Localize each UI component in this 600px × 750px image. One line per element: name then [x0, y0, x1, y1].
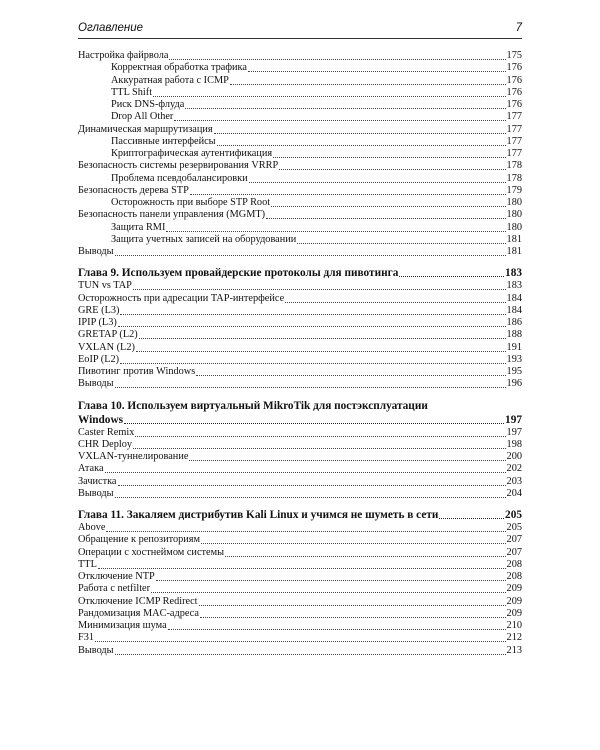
toc-entry-page: 195 [506, 366, 522, 377]
toc-entry[interactable] [78, 571, 522, 583]
leader-dots [273, 148, 505, 158]
header-title: Оглавление [78, 22, 143, 34]
toc-entry-label: Безопасность системы резервирования VRRP [78, 160, 279, 172]
leader-dots [115, 378, 506, 388]
toc-entry-label: Выводы [78, 246, 114, 257]
chapter-11 [78, 508, 522, 522]
toc-entry[interactable] [78, 620, 522, 632]
leader-dots [266, 209, 505, 219]
toc-entry[interactable] [78, 87, 522, 99]
leader-dots [115, 488, 506, 498]
leader-dots [279, 160, 505, 170]
chapter-10-items [78, 427, 522, 501]
toc-entry-page: 186 [506, 317, 522, 328]
toc-entry-page: 180 [506, 221, 522, 233]
leader-dots [225, 547, 506, 557]
leader-dots [124, 413, 504, 424]
leader-dots [297, 234, 505, 244]
toc-entry-page: 179 [506, 184, 522, 196]
toc-entry-page: 197 [506, 426, 522, 438]
chapter-11-items [78, 522, 522, 657]
toc-entry[interactable] [78, 596, 522, 608]
toc-entry-page: 203 [506, 475, 522, 487]
toc-entry[interactable] [78, 50, 522, 62]
toc-entry[interactable] [78, 160, 522, 172]
chapter-9-page: 183 [505, 267, 522, 280]
toc-entry-label: Риск DNS-флуда [111, 99, 185, 110]
leader-dots [271, 197, 505, 207]
leader-dots [98, 559, 506, 569]
toc-entry[interactable] [78, 62, 522, 74]
toc-entry-page: 188 [506, 329, 522, 341]
leader-dots [166, 222, 505, 232]
toc-entry-label: Защита учетных записей на оборудовании [111, 233, 297, 245]
toc-entry[interactable] [78, 354, 522, 366]
toc-entry-page: 177 [506, 148, 522, 159]
toc-entry-label: Drop All Other [111, 111, 174, 123]
toc-entry-label: Рандомизация MAC-адреса [78, 607, 199, 619]
leader-dots [133, 439, 505, 449]
leader-dots [217, 136, 506, 146]
toc-entry-label: Безопасность панели управления (MGMT) [78, 209, 266, 221]
leader-dots [115, 645, 506, 655]
toc-entry-page: 200 [506, 451, 522, 462]
leader-dots [136, 342, 506, 352]
toc-entry-label: Криптографическая аутентификация [111, 148, 273, 159]
toc-entry-page: 178 [506, 160, 522, 172]
toc-entry-label: Осторожность при выборе STP Root [111, 197, 271, 208]
toc-entry-label: Настройка файрвола [78, 50, 169, 61]
toc-entry-label: Пивотинг против Windows [78, 366, 196, 377]
toc-entry[interactable] [78, 111, 522, 123]
toc-entry[interactable] [78, 439, 522, 451]
toc-entry-label: Осторожность при адресации TAP-интерфейсе [78, 292, 285, 304]
toc-entry-page: 180 [506, 197, 522, 208]
toc-entry-page: 180 [506, 209, 522, 221]
leader-dots [196, 366, 505, 376]
leader-dots [185, 99, 505, 109]
toc-entry-page: 176 [506, 99, 522, 110]
toc-entry-label: Защита RMI [111, 221, 166, 233]
toc-entry-label: Работа с netfilter [78, 583, 151, 595]
leader-dots [153, 87, 505, 97]
chapter-11-title: Глава 11. Закаляем дистрибутив Kali Linux и учимся не шуметь в сети [78, 509, 439, 521]
leader-dots [189, 451, 505, 461]
toc-entry[interactable] [78, 488, 522, 500]
leader-dots [201, 534, 506, 544]
toc-entry-page: 207 [506, 546, 522, 558]
toc-entry-page: 205 [506, 522, 522, 533]
toc-entry-page: 177 [506, 135, 522, 147]
toc-entry[interactable] [78, 185, 522, 197]
toc-entry-label: Безопасность дерева STP [78, 184, 189, 196]
leader-dots [168, 620, 506, 630]
leader-dots [285, 293, 505, 303]
toc-entry-page: 209 [506, 583, 522, 595]
toc-entry-label: Отключение NTP [78, 571, 155, 582]
toc-entry[interactable] [78, 366, 522, 378]
leader-dots [115, 246, 506, 256]
chapter-11-page: 205 [505, 509, 522, 521]
toc-section-group1 [78, 50, 522, 258]
toc-entry-label: VXLAN (L2) [78, 341, 135, 353]
toc-entry-page: 212 [506, 632, 522, 644]
toc-entry-page: 184 [506, 304, 522, 316]
toc-entry[interactable] [78, 522, 522, 534]
toc-entry[interactable] [78, 559, 522, 571]
toc-entry-page: 196 [506, 378, 522, 390]
leader-dots [214, 124, 506, 134]
toc-entry-label: Атака [78, 463, 104, 475]
leader-dots [139, 329, 506, 339]
toc-entry[interactable] [78, 222, 522, 234]
toc-entry-label: TTL Shift [111, 86, 153, 98]
toc-entry[interactable] [78, 234, 522, 246]
toc-entry-label: Выводы [78, 378, 114, 390]
toc-entry-page: 210 [506, 620, 522, 631]
toc-entry[interactable] [78, 378, 522, 390]
leader-dots [106, 522, 505, 532]
chapter-10-heading-line1[interactable]: Глава 10. Используем виртуальный MikroTik для постэксплуатации [78, 399, 428, 412]
toc-entry-page: 198 [506, 438, 522, 450]
toc-entry-label: Динамическая маршрутизация [78, 123, 213, 135]
chapter-9-title: Глава 9. Используем провайдерские протоколы для пивотинга [78, 267, 399, 280]
toc-entry-page: 208 [506, 571, 522, 582]
leader-dots [169, 50, 505, 60]
leader-dots [118, 476, 506, 486]
leader-dots [174, 111, 505, 121]
toc-entry-page: 209 [506, 607, 522, 619]
toc-entry[interactable] [78, 173, 522, 185]
toc-entry-page: 175 [506, 50, 522, 61]
toc-entry[interactable] [78, 463, 522, 475]
toc-entry[interactable] [78, 608, 522, 620]
toc-entry-label: Зачистка [78, 475, 117, 487]
leader-dots [135, 427, 505, 437]
leader-dots [120, 354, 505, 364]
toc-entry[interactable] [78, 547, 522, 559]
leader-dots [230, 75, 506, 85]
toc-entry-label: TTL [78, 558, 97, 570]
toc-entry[interactable] [78, 124, 522, 136]
toc-entry[interactable] [78, 75, 522, 87]
leader-dots [199, 596, 506, 606]
toc-entry-page: 183 [506, 280, 522, 292]
toc-entry-label: Аккуратная работа с ICMP [111, 74, 229, 86]
toc-entry-page: 184 [506, 292, 522, 304]
toc-entry-page: 176 [506, 74, 522, 86]
toc-entry[interactable] [78, 293, 522, 305]
toc-entry-page: 191 [506, 341, 522, 353]
leader-dots [95, 632, 506, 642]
leader-dots [118, 317, 506, 327]
toc-entry[interactable] [78, 209, 522, 221]
chapter-10-page: 197 [505, 413, 522, 426]
toc-entry-page: 193 [506, 353, 522, 365]
toc-entry[interactable] [78, 99, 522, 111]
leader-dots [151, 583, 505, 593]
toc-entry-label: Above [78, 522, 106, 533]
leader-dots [156, 571, 506, 581]
toc-entry-page: 207 [506, 534, 522, 546]
toc-entry-page: 213 [506, 644, 522, 656]
leader-dots [120, 305, 505, 315]
toc-entry[interactable] [78, 305, 522, 317]
chapter-10-title-line2: Windows [78, 413, 123, 426]
toc-entry[interactable] [78, 280, 522, 292]
chapter-9-items [78, 280, 522, 390]
toc-entry-page: 176 [506, 86, 522, 98]
toc-entry-page: 176 [506, 62, 522, 74]
toc-entry[interactable] [78, 534, 522, 546]
toc-entry-label: TUN vs TAP [78, 280, 132, 292]
leader-dots [133, 280, 506, 290]
leader-dots [249, 173, 506, 183]
toc-entry[interactable] [78, 632, 522, 644]
toc-entry[interactable] [78, 317, 522, 329]
toc-entry[interactable] [78, 329, 522, 341]
toc-entry[interactable] [78, 451, 522, 463]
toc-entry[interactable] [78, 342, 522, 354]
toc-entry-label: Минимизация шума [78, 620, 167, 631]
leader-dots [105, 463, 506, 473]
page-header [78, 20, 522, 39]
toc-entry-page: 204 [506, 487, 522, 499]
chapter-10 [78, 399, 522, 427]
toc-entry-page: 177 [506, 111, 522, 123]
toc-entry-label: Проблема псевдобалансировки [111, 172, 248, 184]
toc-entry-label: Выводы [78, 644, 114, 656]
toc-entry-label: GRE (L3) [78, 304, 120, 316]
toc-entry-page: 208 [506, 558, 522, 570]
toc-entry[interactable] [78, 197, 522, 209]
toc-entry[interactable] [78, 148, 522, 160]
chapter-9 [78, 266, 522, 280]
toc-entry-label: VXLAN-туннелирование [78, 451, 189, 462]
toc-entry-label: Выводы [78, 487, 114, 499]
leader-dots [200, 608, 506, 618]
toc-entry-label: F31 [78, 632, 95, 644]
toc-entry[interactable] [78, 246, 522, 258]
leader-dots [439, 508, 504, 519]
toc-entry-label: Caster Remix [78, 426, 135, 438]
chapter-10-heading[interactable] [78, 413, 522, 427]
leader-dots [399, 266, 504, 277]
leader-dots [248, 62, 506, 72]
toc-entry-page: 181 [506, 233, 522, 245]
toc-entry-page: 209 [506, 595, 522, 607]
header-page-number: 7 [515, 22, 522, 34]
toc-entry-page: 181 [506, 246, 522, 257]
toc-entry-label: IPIP (L3) [78, 317, 117, 328]
toc-entry-page: 177 [506, 123, 522, 135]
chapter-9-heading[interactable] [78, 266, 522, 280]
toc-entry-page: 202 [506, 463, 522, 475]
toc-entry-label: Операции с хостнеймом системы [78, 546, 225, 558]
toc-entry-label: Пассивные интерфейсы [111, 135, 216, 147]
toc-entry[interactable] [78, 136, 522, 148]
toc-entry-label: Отключение ICMP Redirect [78, 595, 198, 607]
toc-entry[interactable] [78, 583, 522, 595]
toc-entry-label: Корректная обработка трафика [111, 62, 247, 74]
toc-entry-label: GRETAP (L2) [78, 329, 138, 341]
toc-entry[interactable] [78, 476, 522, 488]
toc-entry-label: CHR Deploy [78, 438, 133, 450]
toc-entry-page: 178 [506, 172, 522, 184]
toc-entry[interactable] [78, 427, 522, 439]
toc-entry-label: Обращение к репозиториям [78, 534, 201, 546]
table-of-contents [78, 50, 522, 657]
chapter-11-heading[interactable] [78, 508, 522, 522]
toc-entry-label: EoIP (L2) [78, 353, 120, 365]
toc-entry[interactable] [78, 645, 522, 657]
leader-dots [190, 185, 506, 195]
